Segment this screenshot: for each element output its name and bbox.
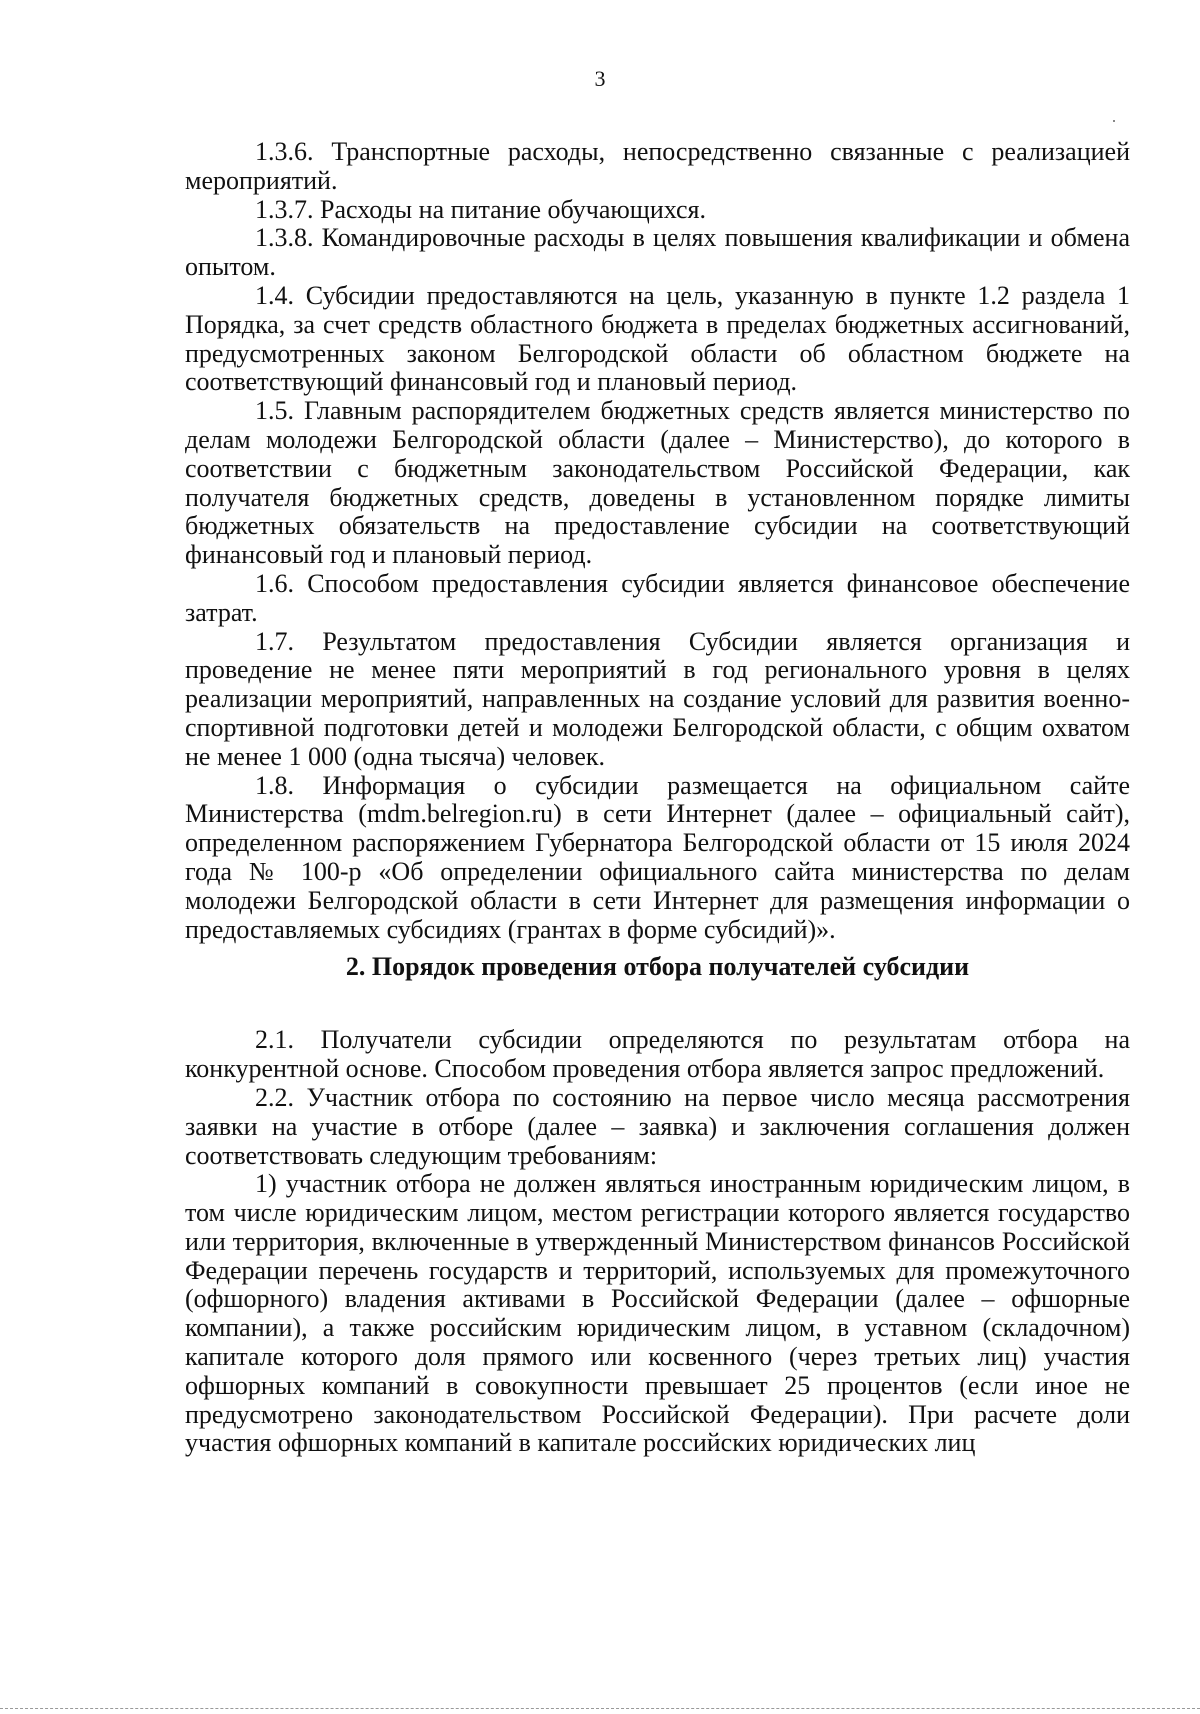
paragraph-1-3-7: 1.3.7. Расходы на питание обучающихся. xyxy=(255,194,706,224)
paragraph-2-2-1: 1) участник отбора не должен являться иностранным юридическим лицом, в том числе юридическим лицом, местом регистрации которого является государство или территория, включенные в утвержденный Министерством финансов Российской Федерации перечень государств и территорий, используемых для промежуточного (офшорного) владения активами в Российской Федерации (далее – офшорные компании), а также российским юридическим лицом, в уставном (складочном) капитале которого доля прямого или косвенного (через третьих лиц) участия офшорных компаний в совокупности превышает 25 процентов (если иное не предусмотрено законодательством Российской Федерации). При расчете доли участия офшорных компаний в капитале российских юридических лиц xyxy=(185,1169,1130,1458)
paragraph-1-5: 1.5. Главным распорядителем бюджетных средств является министерство по делам молодежи Белгородской области (далее – Министерство), до которого в соответствии с бюджетным законодательством Российской Федерации, как получателя бюджетных средств, доведены в установленном порядке лимиты бюджетных обязательств на предоставление субсидии на соответствующий финансовый год и плановый период. xyxy=(185,396,1130,570)
scan-edge-line xyxy=(0,1708,1200,1709)
paragraph-1-3-6: 1.3.6. Транспортные расходы, непосредственно связанные с реализацией мероприятий. xyxy=(185,137,1130,195)
section-gap xyxy=(185,982,1130,1026)
paragraph-2-2: 2.2. Участник отбора по состоянию на первое число месяца рассмотрения заявки на участие в отборе (далее – заявка) и заключения соглашения должен соответствовать следующим требованиям: xyxy=(185,1082,1130,1170)
paragraph-1-3-8: 1.3.8. Командировочные расходы в целях повышения квалификации и обмена опытом. xyxy=(185,223,1130,282)
paragraph-1-8: 1.8. Информация о субсидии размещается на официальном сайте Министерства (mdm.belregion.ru) в сети Интернет (далее – официальный сайт), определенном распоряжением Губернатора Белгородской области от 15 июля 2024 года № 100-р «Об определении официального сайта министерства по делам молодежи Белгородской области в сети Интернет для размещения информации о предоставляемых субсидиях (грантах в форме субсидий)». xyxy=(185,770,1130,944)
section-2-heading: 2. Порядок проведения отбора получателей субсидии xyxy=(345,952,970,982)
document-body xyxy=(185,138,1130,1458)
paragraph-2-1: 2.1. Получатели субсидии определяются по результатам отбора на конкурентной основе. Способом проведения отбора является запрос предложений. xyxy=(185,1025,1130,1084)
page-number: 3 xyxy=(594,66,606,91)
paragraph-1-4: 1.4. Субсидии предоставляются на цель, указанную в пункте 1.2 раздела 1 Порядка, за счет средств областного бюджета в пределах бюджетных ассигнований, предусмотренных законом Белгородской области об областном бюджете на соответствующий финансовый год и плановый период. xyxy=(185,280,1130,397)
paragraph-1-6: 1.6. Способом предоставления субсидии является финансовое обеспечение затрат. xyxy=(185,568,1130,627)
paragraph-1-7: 1.7. Результатом предоставления Субсидии является организация и проведение не менее пяти мероприятий в год регионального уровня в целях реализации мероприятий, направленных на создание условий для развития военно-спортивной подготовки детей и молодежи Белгородской области, с общим охватом не менее 1 000 (одна тысяча) человек. xyxy=(185,626,1130,771)
scan-speck xyxy=(1113,120,1115,122)
